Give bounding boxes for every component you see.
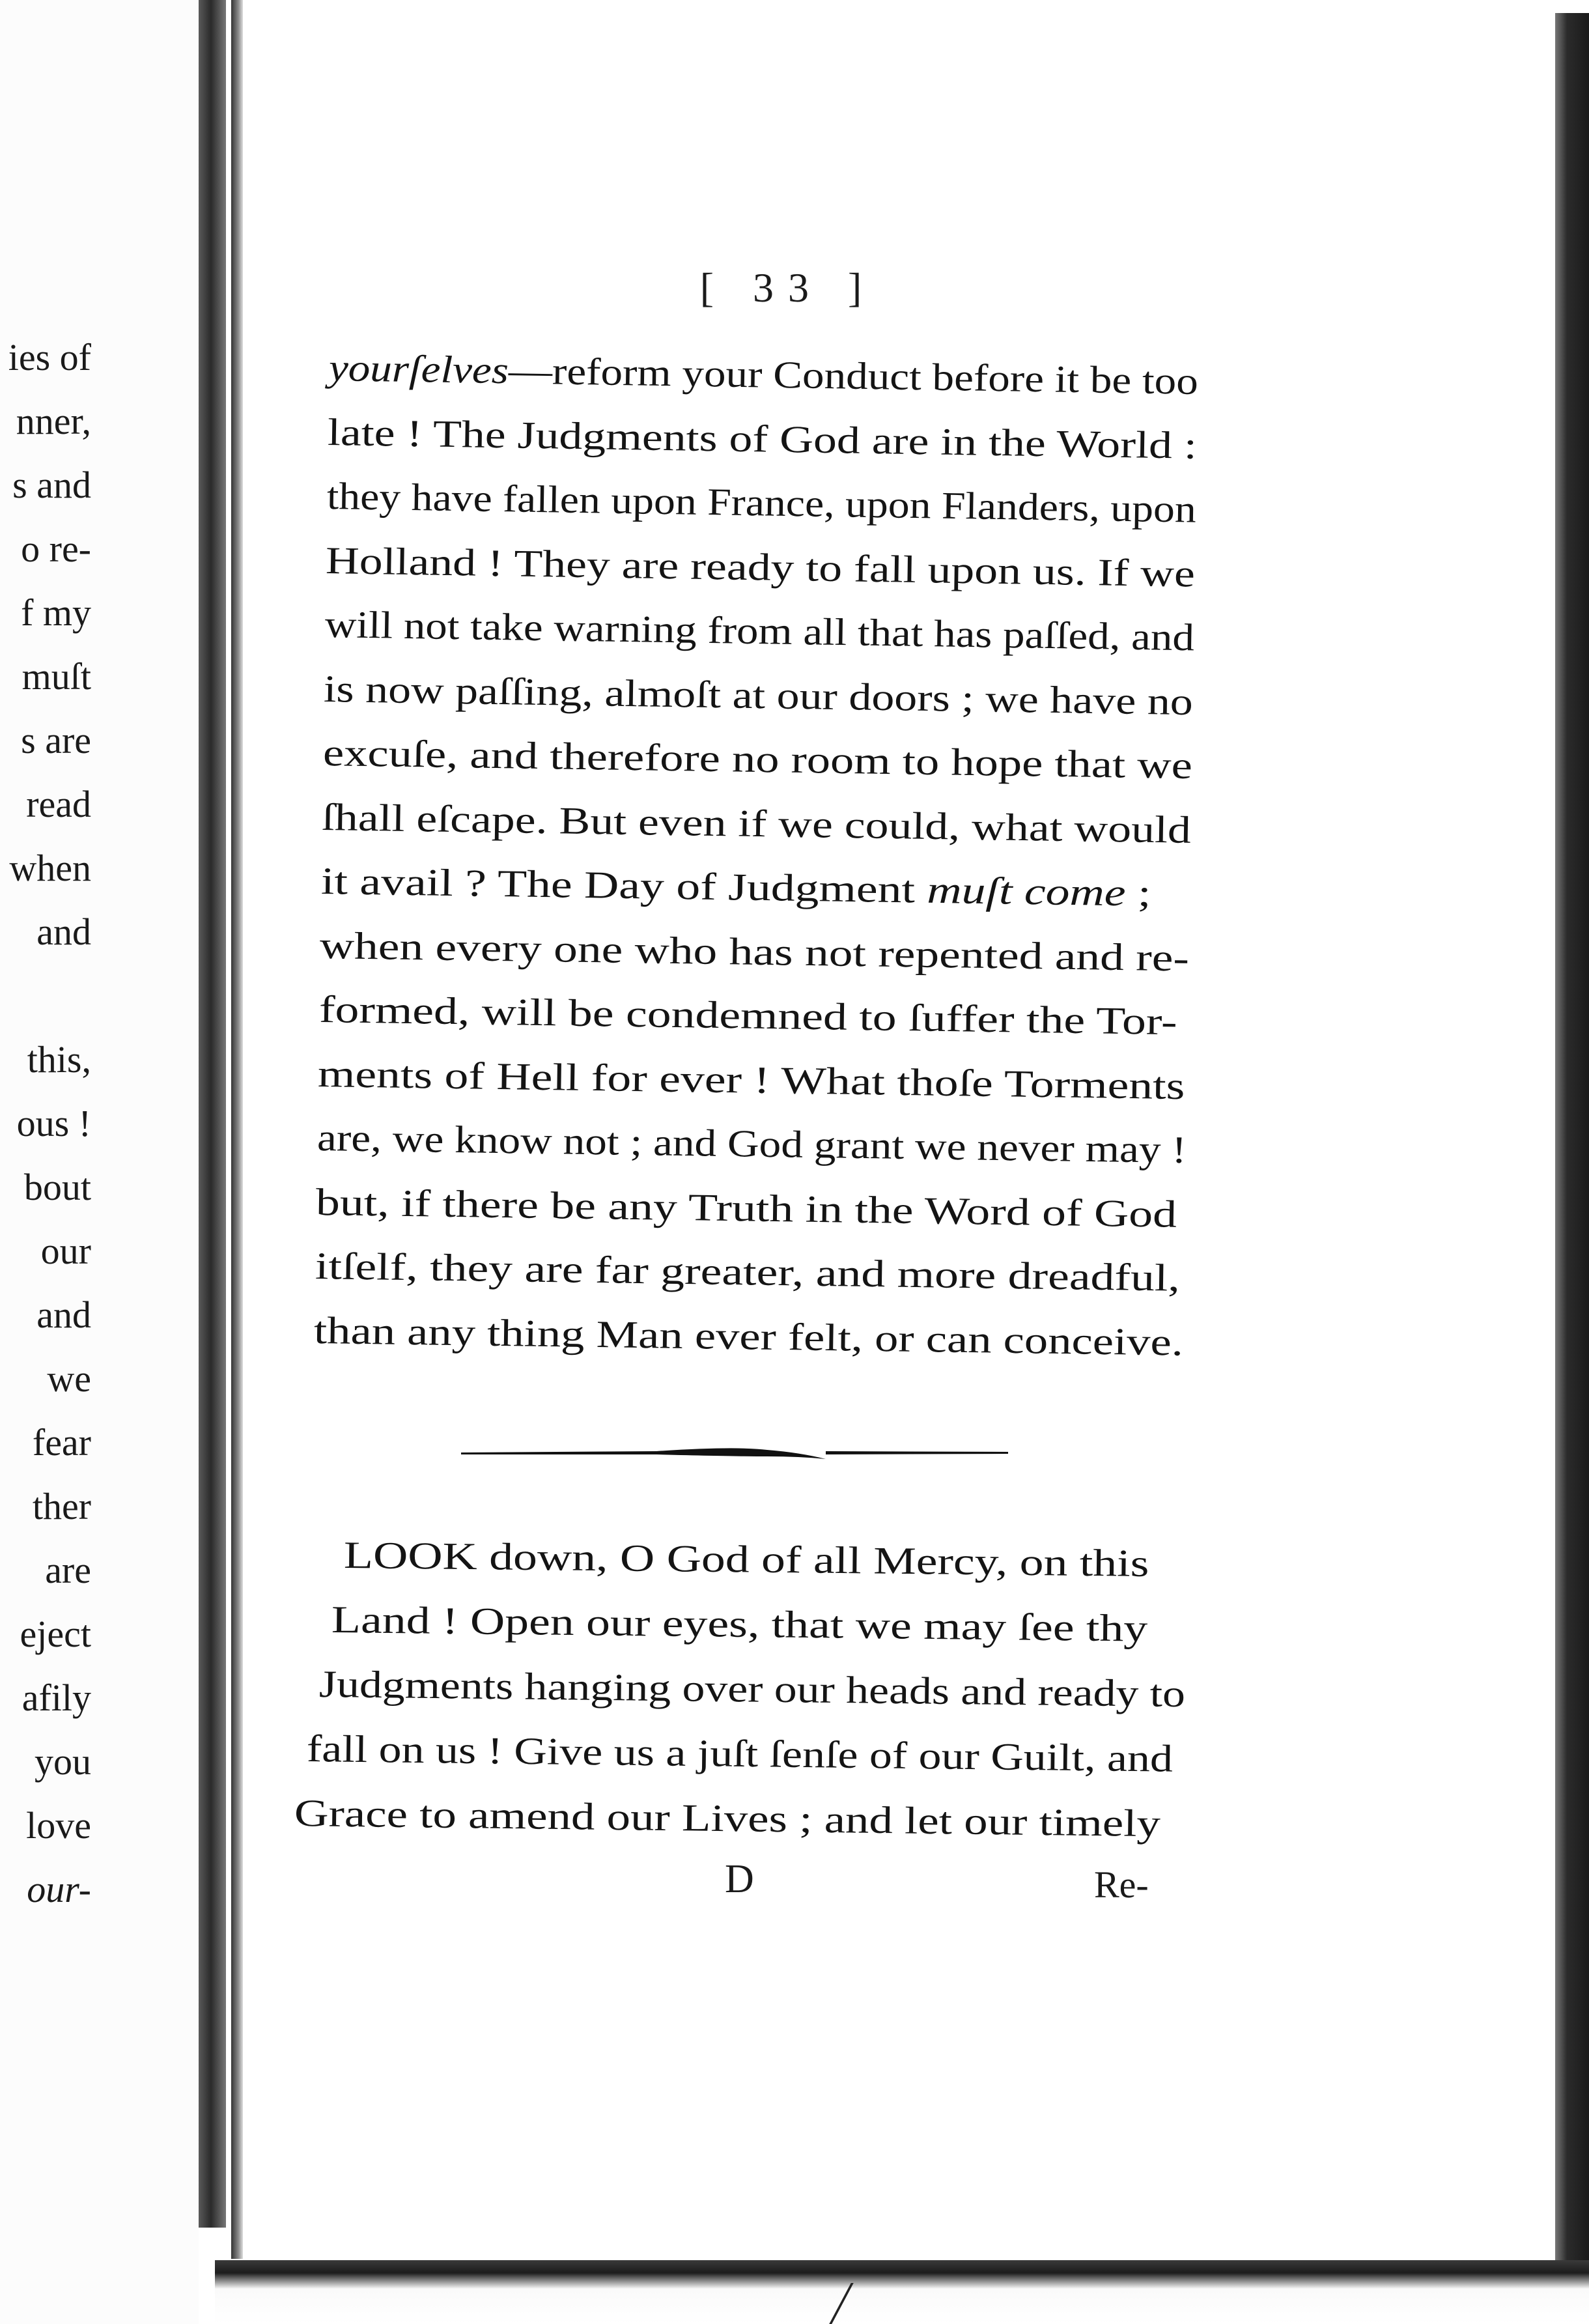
line-text: is now paſſing, almoſt at our doors ; we have no — [323, 666, 1194, 723]
line-text: Land ! Open our eyes, that we may ſee thy — [331, 1598, 1148, 1650]
text-line — [294, 1791, 1161, 1845]
gutter-shadow — [199, 0, 226, 2228]
left-page-fragment: nner, — [16, 400, 91, 442]
left-page-fragment: ies of — [8, 336, 91, 378]
left-page-fragment: are — [45, 1549, 91, 1591]
line-text: formed, will be condemned to ſuffer the Tor- — [318, 987, 1177, 1043]
line-text: it avail ? The Day of Judgment — [320, 859, 927, 911]
line-text: Holland ! They are ready to fall upon us. If we — [325, 538, 1196, 595]
text-line — [307, 1729, 1174, 1778]
line-text: late ! The Judgments of God are in the World : — [327, 410, 1198, 467]
italic-word: yourſelves — [328, 346, 509, 392]
line-text: Judgments hanging over our heads and ready to — [318, 1662, 1186, 1716]
left-page-fragment: s and — [12, 464, 91, 506]
left-page-fragment: muſt — [21, 655, 91, 698]
left-page-fragment: we — [47, 1357, 91, 1400]
left-page-fragment: our- — [27, 1868, 91, 1910]
line-text: —reform your Conduct before it be too — [508, 348, 1199, 403]
line-text: excuſe, and therefore no room to hope that we — [322, 731, 1193, 787]
left-page-fragment: you — [35, 1740, 91, 1783]
line-text: LOOK down, O God of all Mercy, on this — [343, 1533, 1149, 1585]
line-text: Grace to amend our Lives ; and let our timely — [294, 1791, 1161, 1845]
line-text: when every one who has not repented and re- — [319, 923, 1190, 980]
left-page-fragment: ous ! — [16, 1102, 91, 1144]
left-page-fragment: read — [26, 783, 91, 825]
line-text: fall on us ! Give us a juſt ſenſe of our Guilt, and — [306, 1727, 1174, 1780]
right-page-edge-shadow — [1555, 13, 1589, 2324]
left-page-fragment: love — [26, 1804, 91, 1847]
left-page-fragment: fear — [32, 1421, 91, 1464]
left-page-fragment: afily — [21, 1677, 91, 1719]
text-line — [318, 1662, 1186, 1716]
left-page-fragment: our — [40, 1230, 91, 1272]
line-tail: ; — [1125, 871, 1151, 914]
line-text: but, if there be any Truth in the Word of God — [315, 1180, 1177, 1236]
line-text: ſhall eſcape. But even if we could, what would — [321, 795, 1192, 851]
bottom-page-edge — [215, 2260, 1589, 2324]
line-text: are, we know not ; and God grant we never may ! — [316, 1116, 1187, 1172]
left-page-fragment: and — [36, 911, 91, 953]
italic-phrase: muſt come — [926, 868, 1126, 914]
ornamental-divider-rule — [461, 1442, 1008, 1464]
text-line — [343, 1533, 1149, 1585]
left-page-fragment: s are — [21, 719, 91, 761]
left-page-fragment: this, — [27, 1038, 91, 1081]
signature-mark: D — [725, 1857, 754, 1901]
catchword: Re- — [1094, 1863, 1149, 1906]
line-text: they have fallen upon France, upon Flanders, upon — [326, 474, 1197, 531]
left-page-fragment: bout — [23, 1166, 91, 1208]
line-text: ments of Hell for ever ! What thoſe Torments — [317, 1051, 1186, 1107]
left-page-fragment: ther — [32, 1485, 91, 1527]
spine-edge — [231, 0, 243, 2259]
left-page-fragment: when — [9, 847, 91, 889]
page-number: [ 33 ] — [699, 264, 877, 311]
line-text: than any thing Man ever felt, or can conceive. — [313, 1308, 1184, 1364]
line-text: will not take warning from all that has paſſed, and — [324, 602, 1195, 659]
line-text: itſelf, they are far greater, and more dreadful, — [315, 1244, 1180, 1299]
left-page-fragment: f my — [21, 591, 91, 634]
left-page-fragment: and — [36, 1294, 91, 1336]
left-page-fragment: eject — [20, 1613, 91, 1655]
left-page-fragment: o re- — [21, 528, 91, 570]
text-line — [331, 1600, 1148, 1648]
